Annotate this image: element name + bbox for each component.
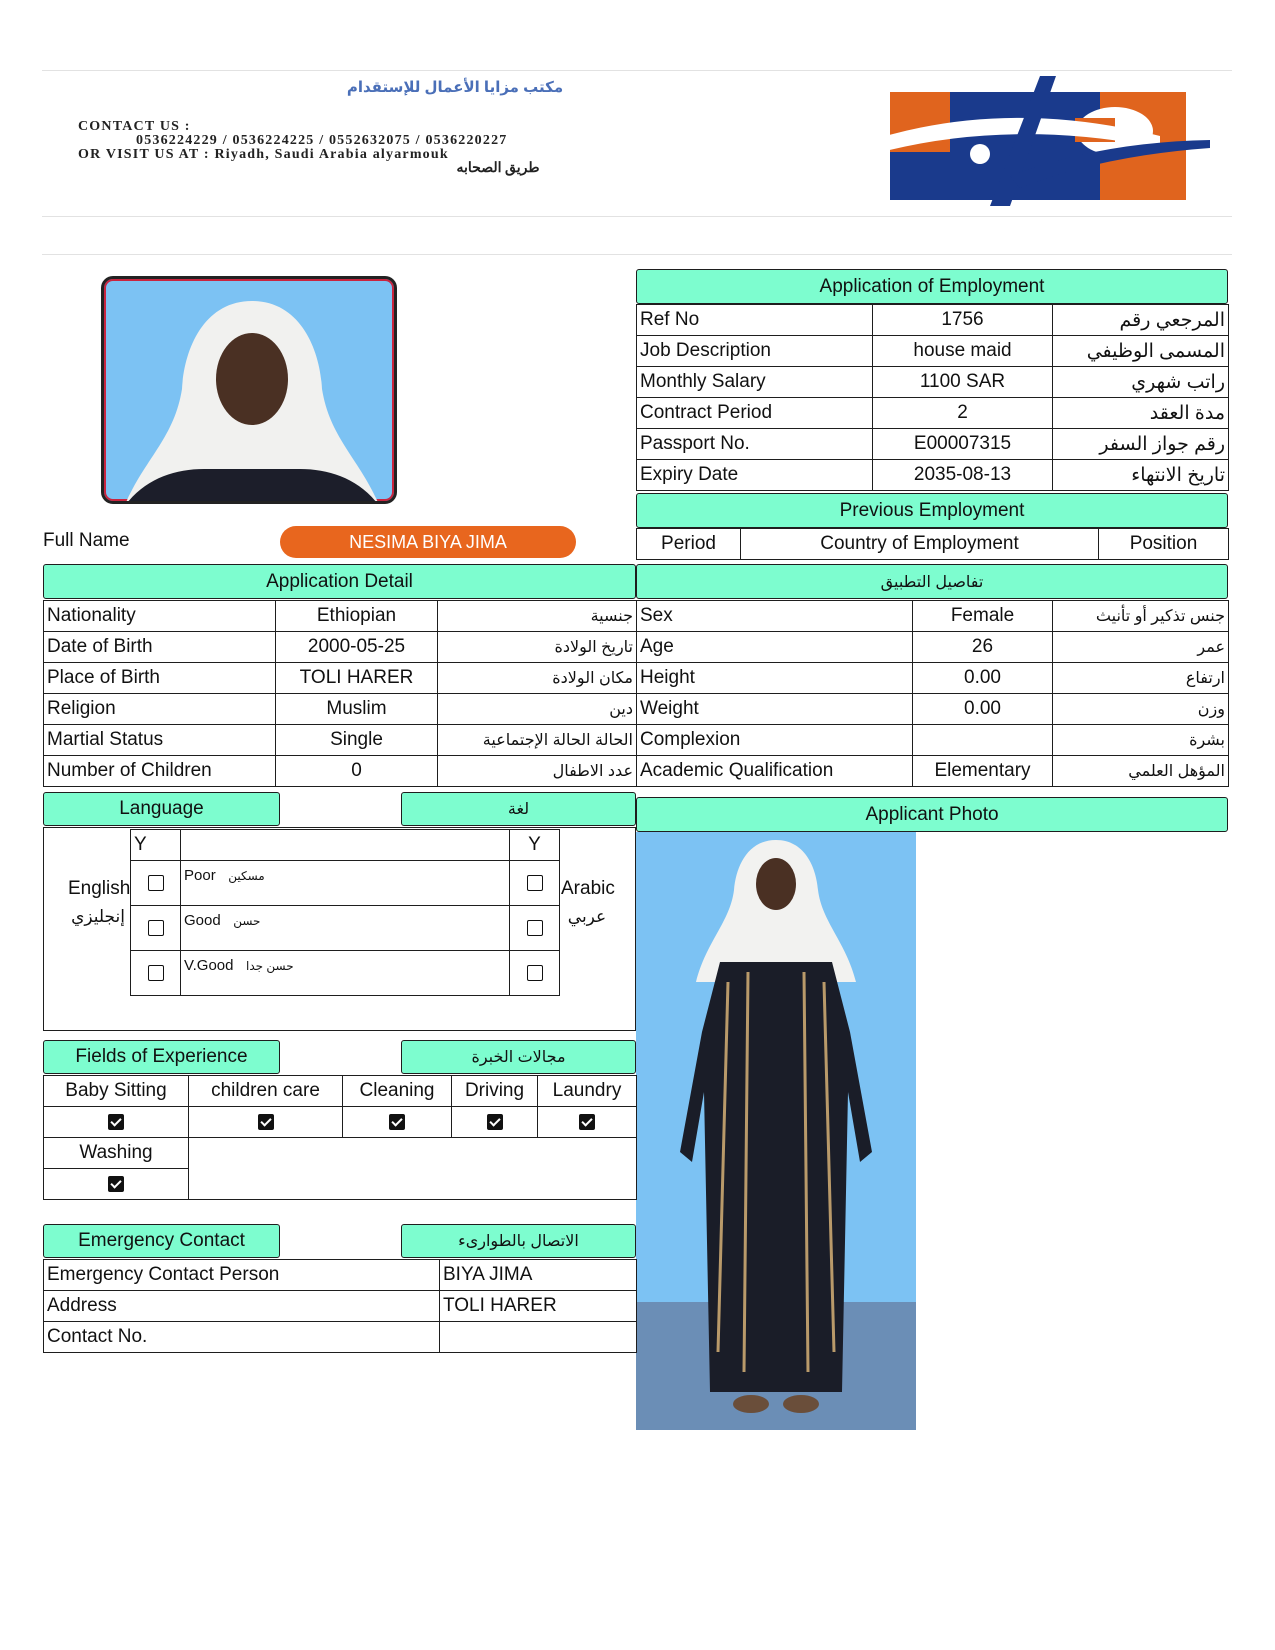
table-row — [44, 632, 637, 663]
english-y-header: Y — [131, 830, 181, 861]
level-cell — [181, 951, 510, 996]
level-arabic: حسن جدا — [246, 959, 294, 973]
column-header: Period — [637, 529, 741, 560]
table-row — [44, 663, 637, 694]
applicant-face — [756, 858, 796, 910]
label-cell: Date of Birth — [44, 632, 276, 663]
value-cell — [440, 1322, 637, 1353]
emergency-title-arabic: الاتصال بالطوارىء — [401, 1224, 636, 1258]
full-name-label: Full Name — [43, 530, 130, 551]
level-arabic: حسن — [233, 914, 261, 928]
arabic-cell: المسمى الوظيفي — [1053, 336, 1229, 367]
arabic-vgood-checkbox[interactable] — [510, 951, 560, 996]
experience-label: Laundry — [538, 1076, 637, 1107]
portrait-face — [216, 333, 288, 425]
label-cell: Contact No. — [44, 1322, 440, 1353]
table-row — [637, 694, 1229, 725]
label-cell: Nationality — [44, 601, 276, 632]
experience-table — [43, 1075, 637, 1200]
value-cell: Female — [913, 601, 1053, 632]
label-cell: Passport No. — [637, 429, 873, 460]
table-row — [637, 756, 1229, 787]
label-cell: Weight — [637, 694, 913, 725]
english-arabic-label: إنجليزي — [71, 907, 125, 926]
checkbox-icon — [527, 875, 543, 891]
arabic-cell: مكان الولادة — [438, 663, 637, 694]
value-cell: house maid — [873, 336, 1053, 367]
table-row — [637, 336, 1229, 367]
value-cell — [913, 725, 1053, 756]
table-row — [44, 1260, 637, 1291]
value-cell: TOLI HARER — [276, 663, 438, 694]
experience-label-row — [44, 1138, 637, 1169]
applicant-full-photo — [636, 832, 916, 1430]
label-cell: Number of Children — [44, 756, 276, 787]
value-cell: 2000-05-25 — [276, 632, 438, 663]
column-header: Position — [1099, 529, 1229, 560]
value-cell: Muslim — [276, 694, 438, 725]
value-cell: 26 — [913, 632, 1053, 663]
label-cell: Complexion — [637, 725, 913, 756]
arabic-cell: تاريخ الولادة — [438, 632, 637, 663]
language-row — [131, 906, 560, 951]
label-cell: Religion — [44, 694, 276, 725]
applicant-left-foot — [733, 1395, 769, 1413]
level-label: V.Good — [184, 957, 234, 974]
contact-phones: 0536224229 / 0536224225 / 0552632075 / 0536220227 — [136, 133, 508, 148]
english-poor-checkbox[interactable] — [131, 861, 181, 906]
language-row — [131, 861, 560, 906]
street-arabic: طريق الصحابه — [456, 161, 540, 176]
experience-label: Baby Sitting — [44, 1076, 189, 1107]
previous-employment-title: Previous Employment — [636, 493, 1228, 528]
label-cell: Contract Period — [637, 398, 873, 429]
language-row — [131, 951, 560, 996]
cleaning-checkbox[interactable] — [343, 1107, 452, 1138]
emergency-title: Emergency Contact — [43, 1224, 280, 1258]
experience-label: Cleaning — [343, 1076, 452, 1107]
checkbox-checked-icon — [108, 1176, 124, 1192]
experience-label: Washing — [44, 1138, 189, 1169]
arabic-cell: دين — [438, 694, 637, 725]
table-row — [44, 725, 637, 756]
contact-label: CONTACT US : — [78, 119, 191, 134]
experience-title: Fields of Experience — [43, 1040, 280, 1074]
arabic-cell: تاريخ الانتهاء — [1053, 460, 1229, 491]
applicant-figure — [636, 832, 916, 1430]
arabic-y-header: Y — [510, 830, 560, 861]
label-cell: Age — [637, 632, 913, 663]
table-row — [637, 460, 1229, 491]
emergency-table — [43, 1259, 637, 1353]
language-header-row — [131, 830, 560, 861]
experience-check-row — [44, 1169, 637, 1200]
checkbox-checked-icon — [579, 1114, 595, 1130]
full-name-value: NESIMA BIYA JIMA — [280, 526, 576, 558]
previous-employment-table — [636, 528, 1229, 560]
experience-label: children care — [189, 1076, 343, 1107]
value-cell: BIYA JIMA — [440, 1260, 637, 1291]
value-cell: 0 — [276, 756, 438, 787]
value-cell: 2 — [873, 398, 1053, 429]
label-cell: Height — [637, 663, 913, 694]
logo-white-dot — [970, 144, 990, 164]
table-row — [637, 305, 1229, 336]
checkbox-icon — [527, 965, 543, 981]
table-row — [637, 367, 1229, 398]
level-cell — [181, 906, 510, 951]
arabic-label: Arabic — [561, 878, 615, 899]
table-row — [44, 1322, 637, 1353]
value-cell: 0.00 — [913, 663, 1053, 694]
arabic-cell: الحالة الحالة الإجتماعية — [438, 725, 637, 756]
checkbox-icon — [148, 875, 164, 891]
application-employment-table — [636, 304, 1229, 491]
driving-checkbox[interactable] — [452, 1107, 538, 1138]
experience-check-row — [44, 1107, 637, 1138]
checkbox-checked-icon — [258, 1114, 274, 1130]
application-detail-right-table — [636, 600, 1229, 787]
value-cell: 2035-08-13 — [873, 460, 1053, 491]
checkbox-icon — [527, 920, 543, 936]
arabic-cell: جنسية — [438, 601, 637, 632]
checkbox-checked-icon — [487, 1114, 503, 1130]
children-care-checkbox[interactable] — [189, 1107, 343, 1138]
arabic-poor-checkbox[interactable] — [510, 861, 560, 906]
table-row — [637, 429, 1229, 460]
contact-block — [78, 120, 618, 176]
application-employment-title: Application of Employment — [636, 269, 1228, 304]
label-cell: Monthly Salary — [637, 367, 873, 398]
table-row — [44, 694, 637, 725]
portrait-photo — [101, 276, 397, 504]
english-good-checkbox[interactable] — [131, 906, 181, 951]
washing-checkbox[interactable] — [44, 1169, 189, 1200]
applicant-right-foot — [783, 1395, 819, 1413]
arabic-cell: راتب شهري — [1053, 367, 1229, 398]
checkbox-icon — [148, 920, 164, 936]
empty-cell — [189, 1138, 637, 1169]
header-top-rule — [42, 70, 1232, 71]
value-cell: 0.00 — [913, 694, 1053, 725]
checkbox-checked-icon — [389, 1114, 405, 1130]
application-detail-left-table — [43, 600, 637, 787]
applicant-photo-title: Applicant Photo — [636, 797, 1228, 832]
arabic-cell: المؤهل العلمي — [1053, 756, 1229, 787]
table-row — [637, 632, 1229, 663]
label-cell: Ref No — [637, 305, 873, 336]
level-label: Poor — [184, 867, 216, 884]
table-row — [637, 663, 1229, 694]
visit-address: OR VISIT US AT : Riyadh, Saudi Arabia alyarmouk — [78, 147, 449, 162]
arabic-cell: عمر — [1053, 632, 1229, 663]
arabic-arabic-label: عربي — [567, 907, 607, 926]
experience-title-arabic: مجالات الخبرة — [401, 1040, 636, 1074]
header-bottom-rule — [42, 216, 1232, 217]
label-cell: Job Description — [637, 336, 873, 367]
arabic-cell: مدة العقد — [1053, 398, 1229, 429]
value-cell: 1756 — [873, 305, 1053, 336]
table-row — [44, 601, 637, 632]
arabic-cell: عدد الاطفال — [438, 756, 637, 787]
value-cell: Elementary — [913, 756, 1053, 787]
arabic-cell: بشرة — [1053, 725, 1229, 756]
table-header-row — [637, 529, 1229, 560]
table-row — [44, 756, 637, 787]
english-vgood-checkbox[interactable] — [131, 951, 181, 996]
label-cell: Martial Status — [44, 725, 276, 756]
label-cell: Academic Qualification — [637, 756, 913, 787]
value-cell: 1100 SAR — [873, 367, 1053, 398]
blank-header — [181, 830, 510, 861]
english-label: English — [68, 878, 131, 899]
arabic-cell: المرجعي رقم — [1053, 305, 1229, 336]
experience-label: Driving — [452, 1076, 538, 1107]
company-logo — [860, 76, 1215, 211]
value-cell: Ethiopian — [276, 601, 438, 632]
application-detail-title-arabic: تفاصيل التطبيق — [636, 564, 1228, 599]
company-arabic-name: مكتب مزايا الأعمال للإستقدام — [346, 79, 564, 96]
checkbox-checked-icon — [108, 1114, 124, 1130]
section-rule — [42, 254, 1232, 255]
table-row — [637, 398, 1229, 429]
table-row — [637, 601, 1229, 632]
label-cell: Place of Birth — [44, 663, 276, 694]
label-cell: Expiry Date — [637, 460, 873, 491]
label-cell: Sex — [637, 601, 913, 632]
experience-label-row — [44, 1076, 637, 1107]
arabic-cell: جنس تذكير أو تأنيث — [1053, 601, 1229, 632]
language-title: Language — [43, 792, 280, 826]
arabic-cell: ارتفاع — [1053, 663, 1229, 694]
checkbox-icon — [148, 965, 164, 981]
laundry-checkbox[interactable] — [538, 1107, 637, 1138]
level-arabic: مسكين — [228, 869, 265, 883]
level-label: Good — [184, 912, 221, 929]
empty-cell — [189, 1169, 637, 1200]
label-cell: Address — [44, 1291, 440, 1322]
language-table — [130, 829, 560, 996]
baby-sitting-checkbox[interactable] — [44, 1107, 189, 1138]
application-detail-title: Application Detail — [43, 564, 636, 599]
portrait-figure — [104, 279, 397, 504]
language-title-arabic: لغة — [401, 792, 636, 826]
level-cell — [181, 861, 510, 906]
value-cell: Single — [276, 725, 438, 756]
value-cell: E00007315 — [873, 429, 1053, 460]
arabic-good-checkbox[interactable] — [510, 906, 560, 951]
arabic-cell: وزن — [1053, 694, 1229, 725]
table-row — [44, 1291, 637, 1322]
column-header: Country of Employment — [741, 529, 1099, 560]
applicant-abaya — [680, 962, 872, 1392]
table-row — [637, 725, 1229, 756]
label-cell: Emergency Contact Person — [44, 1260, 440, 1291]
arabic-cell: رقم جواز السفر — [1053, 429, 1229, 460]
value-cell: TOLI HARER — [440, 1291, 637, 1322]
